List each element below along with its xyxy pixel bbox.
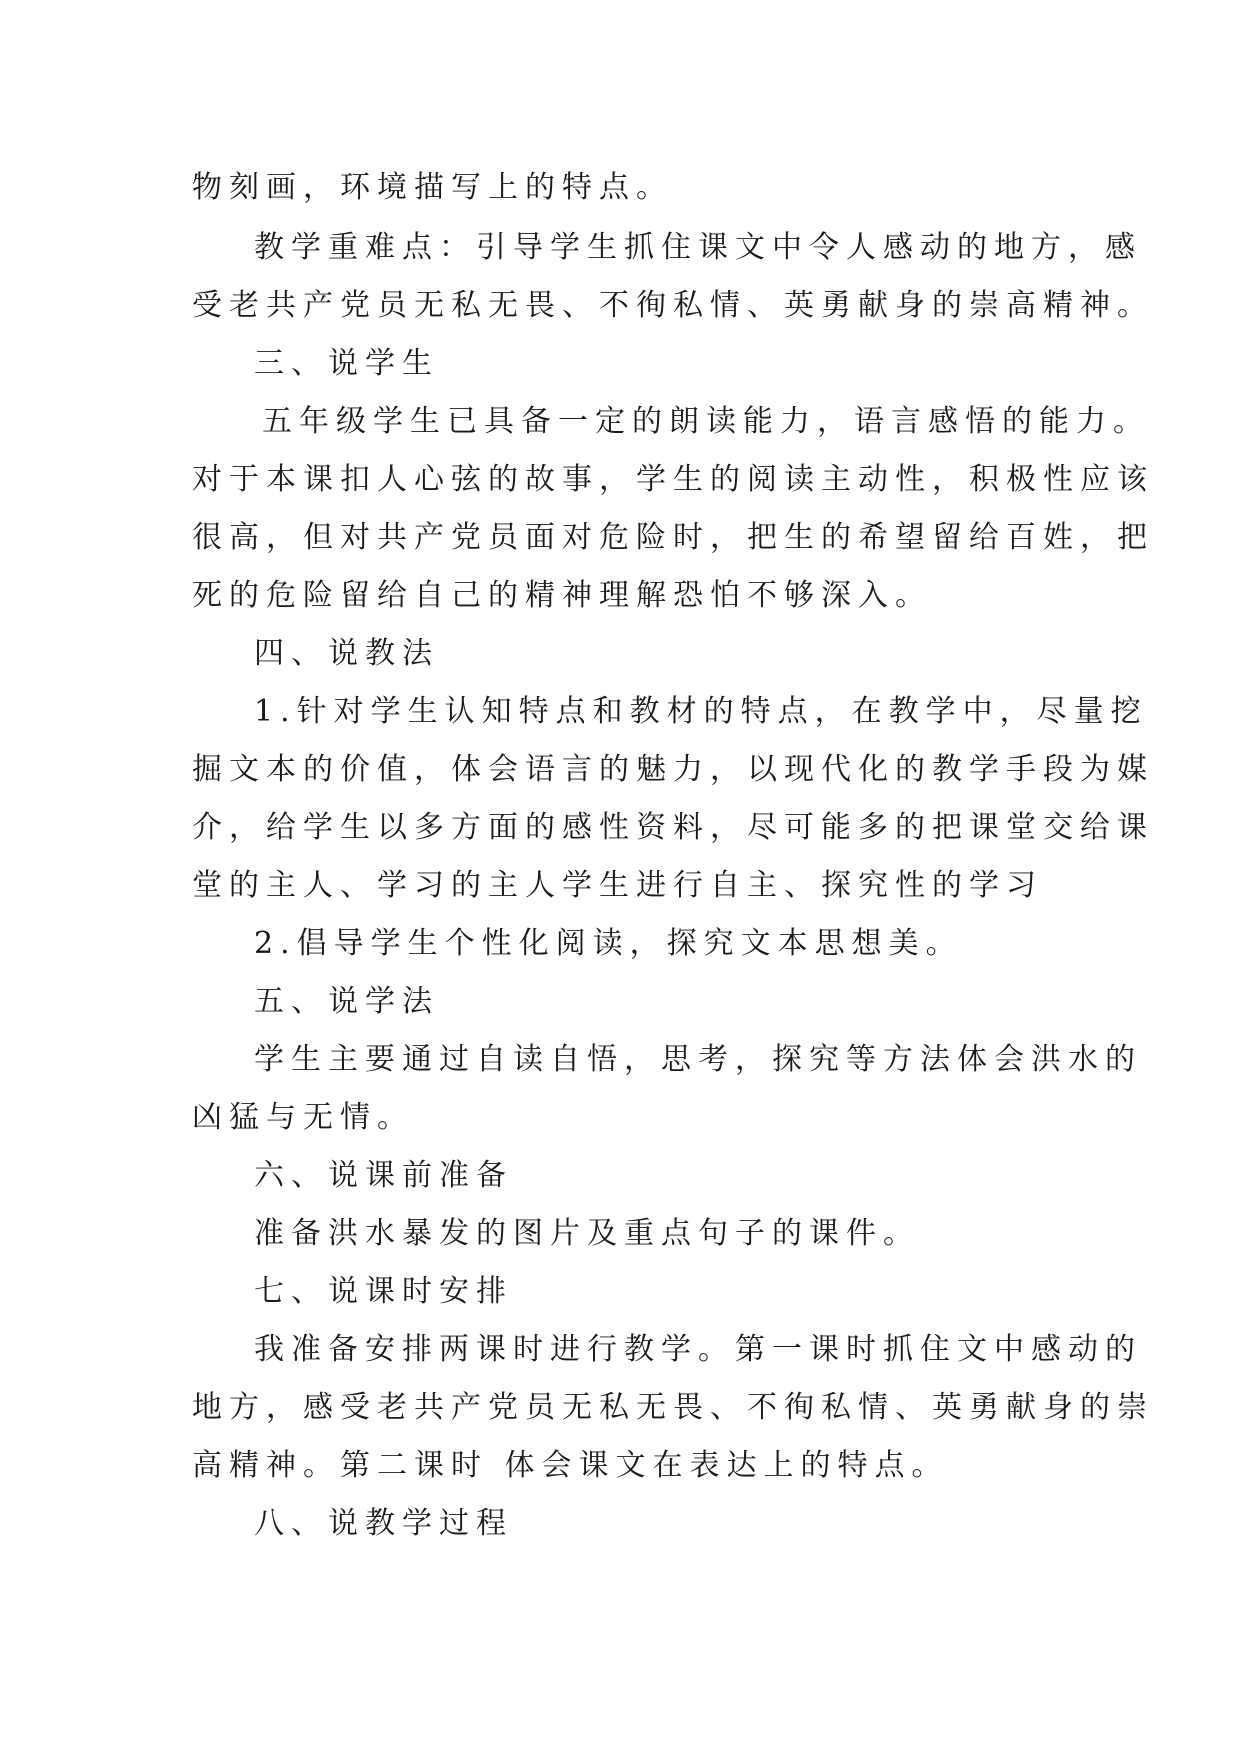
paragraph-line: 对于本课扣人心弦的故事，学生的阅读主动性，积极性应该 — [192, 462, 1154, 497]
paragraph-line: 死的危险留给自己的精神理解恐怕不够深入。 — [192, 578, 932, 613]
section-heading: 五、说学法 — [254, 984, 439, 1019]
paragraph-line: 介，给学生以多方面的感性资料，尽可能多的把课堂交给课 — [192, 810, 1154, 845]
paragraph-line: 学生主要通过自读自悟，思考，探究等方法体会洪水的 — [254, 1042, 1142, 1077]
paragraph-line: 堂的主人、学习的主人学生进行自主、探究性的学习 — [192, 868, 1043, 903]
paragraph-line: 很高，但对共产党员面对危险时，把生的希望留给百姓，把 — [192, 520, 1154, 555]
section-heading: 三、说学生 — [254, 346, 439, 381]
paragraph-line: 凶猛与无情。 — [192, 1100, 414, 1135]
paragraph-line: 受老共产党员无私无畏、不徇私情、英勇献身的崇高精神。 — [192, 288, 1154, 323]
section-heading: 六、说课前准备 — [254, 1158, 513, 1193]
section-heading: 七、说课时安排 — [254, 1274, 513, 1309]
paragraph-line: 物刻画，环境描写上的特点。 — [192, 170, 673, 205]
paragraph-line: 2.倡导学生个性化阅读，探究文本思想美。 — [254, 926, 963, 961]
paragraph-line: 高精神。第二课时 体会课文在表达上的特点。 — [192, 1448, 949, 1483]
paragraph-line: 掘文本的价值，体会语言的魅力，以现代化的教学手段为媒 — [192, 752, 1154, 787]
paragraph-line: 我准备安排两课时进行教学。第一课时抓住文中感动的 — [254, 1332, 1142, 1367]
paragraph-line: 1.针对学生认知特点和教材的特点，在教学中，尽量挖 — [254, 694, 1148, 729]
paragraph-line: 五年级学生已具备一定的朗读能力，语言感悟的能力。 — [262, 404, 1150, 439]
paragraph-line: 地方，感受老共产党员无私无畏、不徇私情、英勇献身的崇 — [192, 1390, 1154, 1425]
section-heading: 四、说教法 — [254, 636, 439, 671]
section-heading: 八、说教学过程 — [254, 1506, 513, 1541]
paragraph-line: 教学重难点：引导学生抓住课文中令人感动的地方，感 — [254, 230, 1142, 265]
paragraph-line: 准备洪水暴发的图片及重点句子的课件。 — [254, 1216, 920, 1251]
